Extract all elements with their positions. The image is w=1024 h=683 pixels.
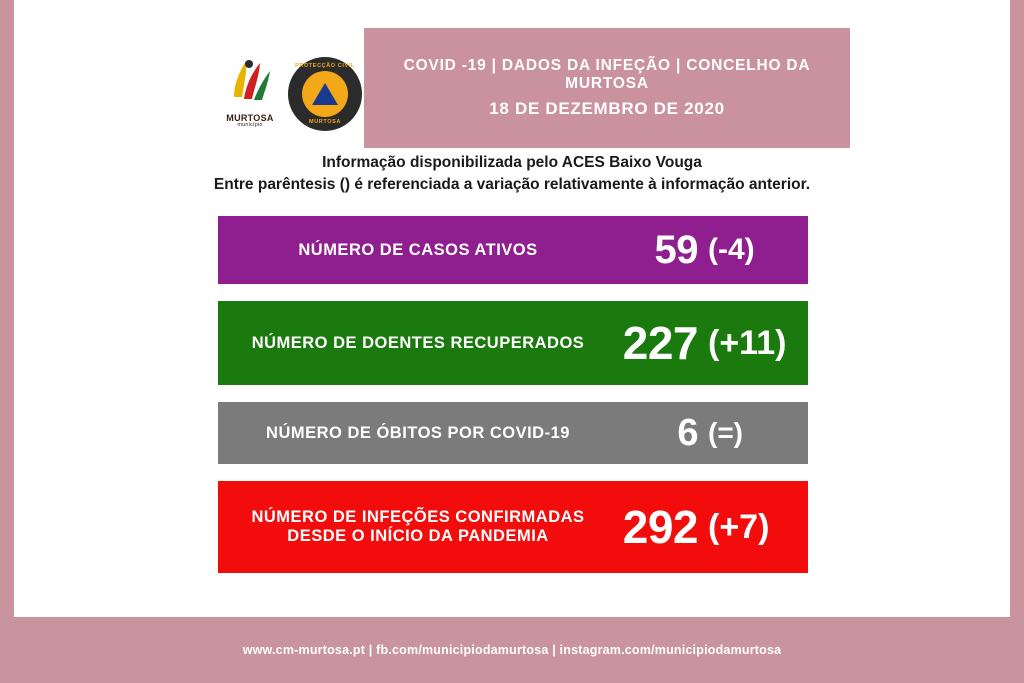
logo-group	[222, 55, 362, 133]
stat-label-line-1: NÚMERO DE INFEÇÕES CONFIRMADAS	[251, 508, 585, 527]
header	[14, 0, 1010, 148]
stat-delta: (=)	[708, 417, 743, 448]
stat-value: 227	[622, 317, 698, 369]
stat-row-total-confirmed	[218, 481, 808, 573]
civil-protection-triangle-icon	[312, 83, 338, 105]
title-line-2: 18 DE DEZEMBRO DE 2020	[489, 99, 725, 118]
footer-bar	[0, 617, 1024, 683]
stat-label-line-2: DESDE O INÍCIO DA PANDEMIA	[287, 527, 549, 545]
subinfo-line-1: Informação disponibilizada pelo ACES Baixo Vouga	[322, 154, 702, 171]
stat-value: 59	[654, 228, 698, 272]
protecao-civil-top-text: PROTECÇÃO CIVIL	[295, 63, 355, 69]
left-margin-band	[0, 0, 14, 683]
municipio-wordmark: MURTOSA município	[226, 112, 274, 129]
municipio-emblem-icon	[228, 57, 272, 103]
poster-page	[14, 0, 1010, 683]
stat-row-deaths	[218, 402, 808, 464]
protecao-civil-logo	[288, 57, 362, 131]
right-margin-band	[1010, 0, 1024, 683]
stat-delta: (+11)	[708, 324, 787, 362]
stat-row-recovered	[218, 301, 808, 385]
stat-row-active-cases	[218, 216, 808, 284]
title-banner	[364, 28, 850, 148]
stat-label: NÚMERO DE CASOS ATIVOS	[298, 240, 538, 259]
stat-value: 6	[677, 412, 698, 454]
stat-delta: (+7)	[708, 508, 770, 546]
title-line-1: COVID -19 | DADOS DA INFEÇÃO | CONCELHO DA MURTOSA	[403, 57, 811, 92]
municipio-murtosa-logo	[222, 57, 278, 131]
stat-delta: (-4)	[708, 233, 755, 266]
stat-label: NÚMERO DE ÓBITOS POR COVID-19	[266, 423, 570, 442]
subinfo-block	[14, 152, 1010, 197]
footer-links[interactable]: www.cm-murtosa.pt | fb.com/municipiodamurtosa | instagram.com/municipiodamurtosa	[242, 643, 782, 657]
protecao-civil-inner-circle	[302, 71, 348, 117]
stats-list	[218, 216, 808, 590]
stat-value: 292	[622, 501, 698, 553]
protecao-civil-bottom-text: MURTOSA	[309, 119, 341, 125]
stat-label	[236, 508, 606, 546]
subinfo-line-2: Entre parêntesis () é referenciada a variação relativamente à informação anterior.	[213, 176, 811, 194]
stat-label: NÚMERO DE DOENTES RECUPERADOS	[251, 333, 585, 352]
